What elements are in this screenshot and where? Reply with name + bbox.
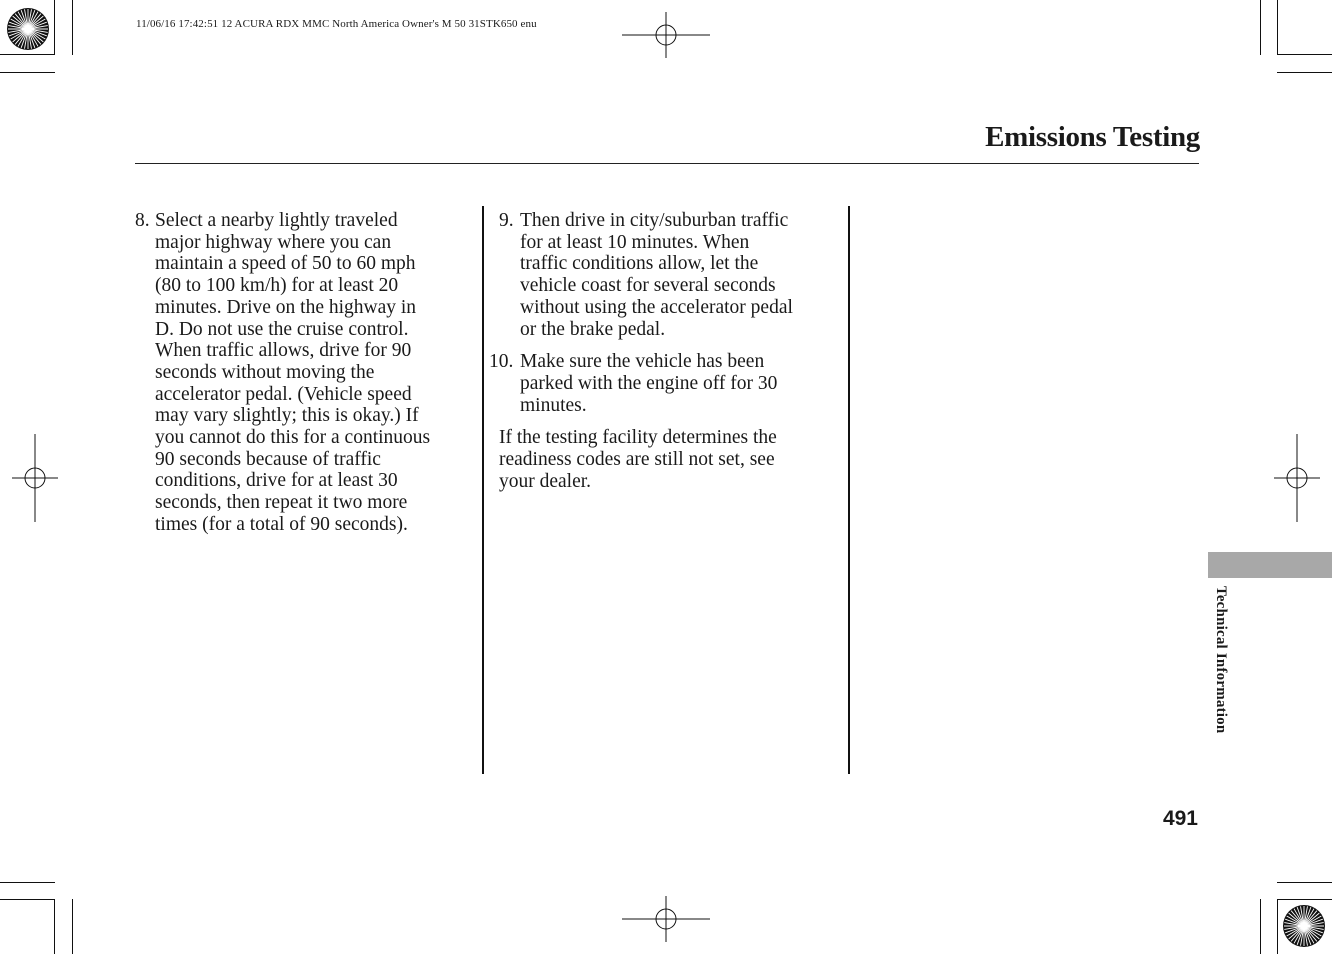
list-item-number: 9.: [499, 210, 514, 231]
list-item-number: 8.: [135, 210, 150, 231]
text-line: D. Do not use the cruise control.: [155, 318, 409, 340]
column-divider: [482, 206, 484, 774]
registration-mark-left: [12, 434, 58, 522]
list-item-text: [155, 210, 475, 536]
registration-mark-right: [1274, 434, 1320, 522]
text-line: readiness codes are still not set, see: [499, 449, 775, 471]
text-line: or the brake pedal.: [520, 318, 666, 340]
text-line: minutes.: [520, 394, 587, 416]
text-line: minutes. Drive on the highway in: [155, 296, 417, 318]
text-line: you cannot do this for a continuous: [155, 427, 431, 449]
text-line: times (for a total of 90 seconds).: [155, 513, 408, 535]
text-line: 90 seconds because of traffic: [155, 448, 381, 470]
section-tab: [1208, 552, 1332, 578]
column-divider: [848, 206, 850, 774]
text-line: major highway where you can: [155, 231, 392, 253]
note-paragraph: [489, 427, 839, 492]
text-line: your dealer.: [499, 470, 592, 492]
text-line: Select a nearby lightly traveled: [155, 210, 398, 231]
text-line: When traffic allows, drive for 90: [155, 340, 412, 362]
note-text: [499, 427, 839, 492]
text-line: maintain a speed of 50 to 60 mph: [155, 253, 416, 275]
list-item-number: 10.: [489, 351, 514, 373]
left-column: [135, 210, 475, 536]
text-line: without using the accelerator pedal: [520, 296, 793, 318]
print-metadata: 11/06/16 17:42:51 12 ACURA RDX MMC North America Owner's M 50 31STK650 enu: [136, 18, 537, 30]
list-item-10: [489, 351, 839, 416]
list-item-text: [520, 351, 839, 416]
registration-mark-bottom: [622, 896, 710, 942]
registration-mark-top: [622, 12, 710, 58]
text-line: parked with the engine off for 30: [520, 372, 778, 394]
text-line: seconds without moving the: [155, 361, 375, 383]
text-line: vehicle coast for several seconds: [520, 275, 776, 297]
text-line: may vary slightly; this is okay.) If: [155, 405, 419, 427]
page-number: 491: [1162, 807, 1198, 830]
text-line: for at least 10 minutes. When: [520, 231, 750, 253]
starburst-mark-top-left: [6, 7, 50, 51]
middle-column: [489, 210, 839, 492]
text-line: accelerator pedal. (Vehicle speed: [155, 383, 412, 405]
list-item-8: [135, 210, 475, 536]
title-rule: [135, 163, 1199, 164]
list-item-9: [489, 210, 839, 340]
text-line: seconds, then repeat it two more: [155, 492, 408, 514]
section-label: Technical Information: [1213, 586, 1229, 734]
text-line: Then drive in city/suburban traffic: [520, 210, 789, 231]
text-line: If the testing facility determines the: [499, 427, 777, 449]
text-line: conditions, drive for at least 30: [155, 470, 398, 492]
list-item-text: [520, 210, 839, 340]
text-line: traffic conditions allow, let the: [520, 253, 759, 275]
page-title: Emissions Testing: [985, 121, 1200, 153]
text-line: (80 to 100 km/h) for at least 20: [155, 275, 399, 297]
text-line: Make sure the vehicle has been: [520, 351, 765, 373]
starburst-mark-bottom-right: [1282, 904, 1326, 948]
